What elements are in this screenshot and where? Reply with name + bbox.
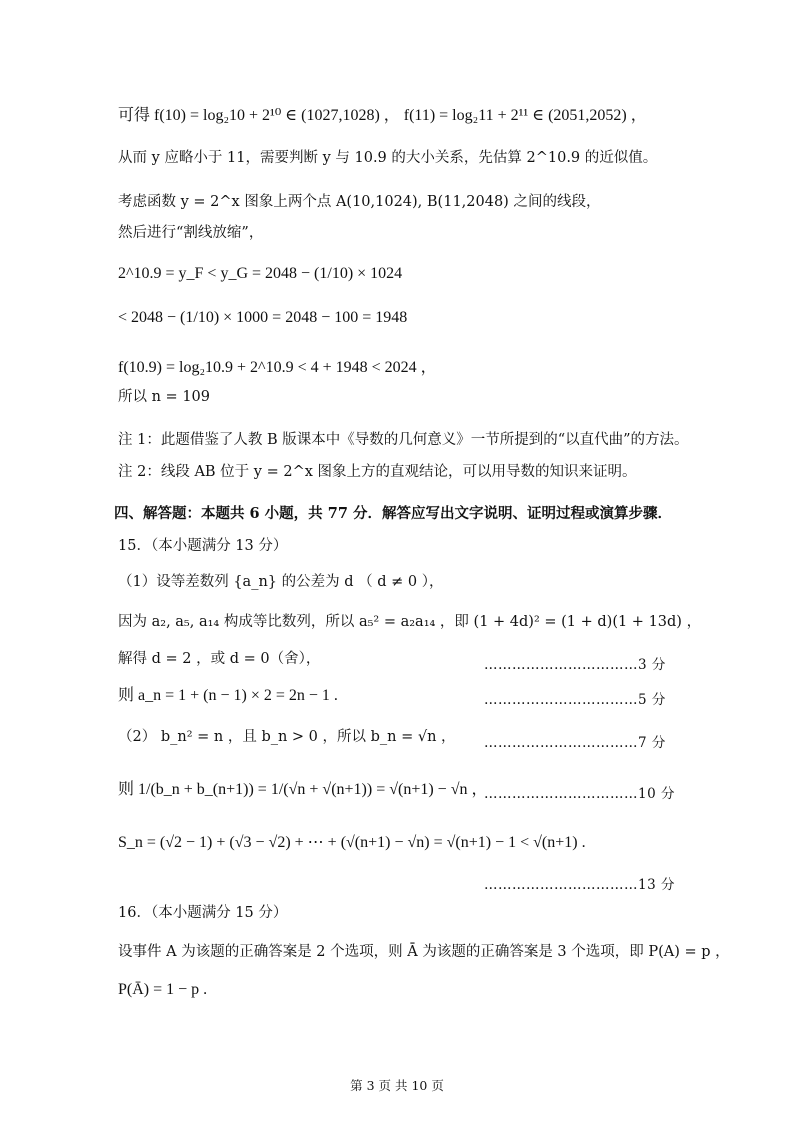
- line-15-3: 解得 d = 2 ，或 d = 0（舍），: [118, 651, 321, 667]
- problem-15-title: 15．（本小题满分 13 分）: [118, 538, 288, 554]
- score-5: ……………………………5 分: [484, 692, 666, 708]
- line-15-5: （2） b_n² = n ，且 b_n > 0 ，所以 b_n = √n ，: [118, 729, 456, 745]
- line-5: 2^10.9 = y_F < y_G = 2048 − (1/10) × 1024: [118, 265, 403, 282]
- line-15-6: 则 1/(b_n + b_(n+1)) = 1/(√n + √(n+1)) = √(n+1) − √n ，: [118, 781, 488, 798]
- line-15-1: （1）设等差数列 {a_n} 的公差为 d （ d ≠ 0 ），: [118, 574, 444, 590]
- line-16-2: P(Ā) = 1 − p .: [118, 981, 208, 998]
- line-1: 可得 f(10) = log₂10 + 2¹⁰ ∈ (1027,1028) ， f(11) = log₂11 + 2¹¹ ∈ (2051,2052) ，: [118, 107, 647, 124]
- page-footer: 第 3 页 共 10 页: [350, 1078, 444, 1093]
- line-7: f(10.9) = log₂10.9 + 2^10.9 < 4 + 1948 < 2024 ，: [118, 359, 437, 376]
- score-3: ……………………………3 分: [484, 657, 666, 673]
- score-13: ……………………………13 分: [484, 877, 675, 893]
- score-10: ……………………………10 分: [484, 786, 675, 802]
- line-2: 从而 y 应略小于 11，需要判断 y 与 10.9 的大小关系，先估算 2^10.9 的近似值。: [118, 150, 658, 166]
- line-8: 所以 n = 109: [118, 389, 210, 405]
- line-15-4: 则 a_n = 1 + (n − 1) × 2 = 2n − 1 .: [118, 687, 338, 704]
- note-1: 注 1：此题借鉴了人教 B 版课本中《导数的几何意义》一节所提到的“以直代曲”的方法。: [118, 432, 689, 448]
- problem-16-title: 16．（本小题满分 15 分）: [118, 905, 288, 921]
- line-15-2: 因为 a₂, a₅, a₁₄ 构成等比数列，所以 a₅² = a₂a₁₄ ，即 (1 + 4d)² = (1 + d)(1 + 13d) ，: [118, 614, 702, 630]
- section-heading: 四、解答题：本题共 6 小题，共 77 分．解答应写出文字说明、证明过程或演算步骤．: [114, 505, 672, 522]
- score-7: ……………………………7 分: [484, 735, 666, 751]
- line-15-7: S_n = (√2 − 1) + (√3 − √2) + ⋯ + (√(n+1) − √n) = √(n+1) − 1 < √(n+1) .: [118, 834, 586, 851]
- note-2: 注 2：线段 AB 位于 y = 2^x 图象上方的直观结论，可以用导数的知识来证明。: [118, 464, 637, 480]
- line-16-1: 设事件 A 为该题的正确答案是 2 个选项，则 Ā 为该题的正确答案是 3 个选项，即 P(A) = p ，: [118, 944, 730, 960]
- line-6: < 2048 − (1/10) × 1000 = 2048 − 100 = 1948: [118, 309, 408, 326]
- line-4: 然后进行“割线放缩”，: [118, 225, 264, 241]
- line-3: 考虑函数 y = 2^x 图象上两个点 A(10,1024), B(11,2048) 之间的线段，: [118, 194, 601, 210]
